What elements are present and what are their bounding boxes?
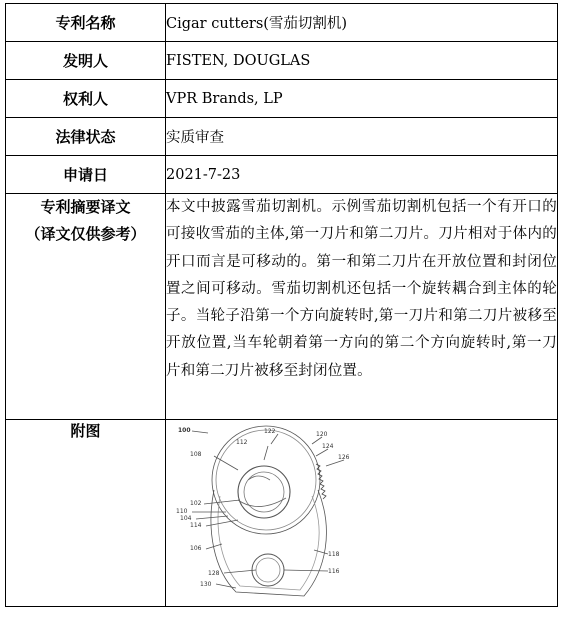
row-abstract	[6, 194, 558, 420]
value-filing-date: 2021-7-23	[166, 156, 558, 194]
callout-118: 118	[328, 551, 340, 558]
row-title	[6, 4, 558, 42]
figure-cell	[166, 420, 558, 607]
callout-106: 106	[190, 545, 202, 552]
callout-116: 116	[328, 568, 340, 575]
value-title: Cigar cutters(雪茄切割机)	[166, 4, 558, 42]
callout-124: 124	[322, 443, 334, 450]
callout-110: 110	[176, 508, 188, 515]
value-legal-status: 实质审查	[166, 118, 558, 156]
callout-104: 104	[180, 515, 192, 522]
callout-122: 122	[264, 428, 276, 435]
cigar-opening	[238, 466, 290, 518]
callout-128: 128	[208, 570, 220, 577]
label-abstract	[6, 194, 166, 420]
label-legal-status: 法律状态	[6, 118, 166, 156]
callout-108: 108	[190, 451, 202, 458]
value-inventor: FISTEN, DOUGLAS	[166, 42, 558, 80]
patent-figure	[166, 420, 366, 606]
callout-100: 100	[178, 427, 191, 434]
callout-112: 112	[236, 439, 248, 446]
abstract-text: 本文中披露雪茄切割机。示例雪茄切割机包括一个有开口的可接收雪茄的主体,第一刀片和第二刀片。刀片相对于体内的开口而言是可移动的。第一和第二刀片在开放位置和封闭位置之间可移动。雪茄切割机还包括一个旋转耦合到主体的轮子。当轮子沿第一个方向旋转时,第一刀片和第二刀片被移至开放位置,当车轮朝着第一方向的第二个方向旋转时,第一刀片和第二刀片被移至封闭位置。	[166, 194, 558, 420]
label-filing-date: 申请日	[6, 156, 166, 194]
label-figure: 附图	[6, 420, 166, 607]
value-assignee: VPR Brands, LP	[166, 80, 558, 118]
cigar-cutter-drawing	[166, 420, 366, 606]
abstract-label-line2: （译文仅供参考）	[25, 225, 146, 243]
row-legal-status	[6, 118, 558, 156]
row-filing-date	[6, 156, 558, 194]
callout-114: 114	[190, 522, 202, 529]
callout-102: 102	[190, 500, 202, 507]
label-assignee: 权利人	[6, 80, 166, 118]
label-title: 专利名称	[6, 4, 166, 42]
abstract-label-line1: 专利摘要译文	[40, 198, 131, 216]
callout-120: 120	[316, 431, 328, 438]
row-assignee	[6, 80, 558, 118]
row-figure	[6, 420, 558, 607]
label-inventor: 发明人	[6, 42, 166, 80]
callout-126: 126	[338, 454, 350, 461]
row-inventor	[6, 42, 558, 80]
lower-opening	[252, 554, 284, 586]
patent-info-table	[5, 3, 558, 607]
callout-130: 130	[200, 581, 212, 588]
